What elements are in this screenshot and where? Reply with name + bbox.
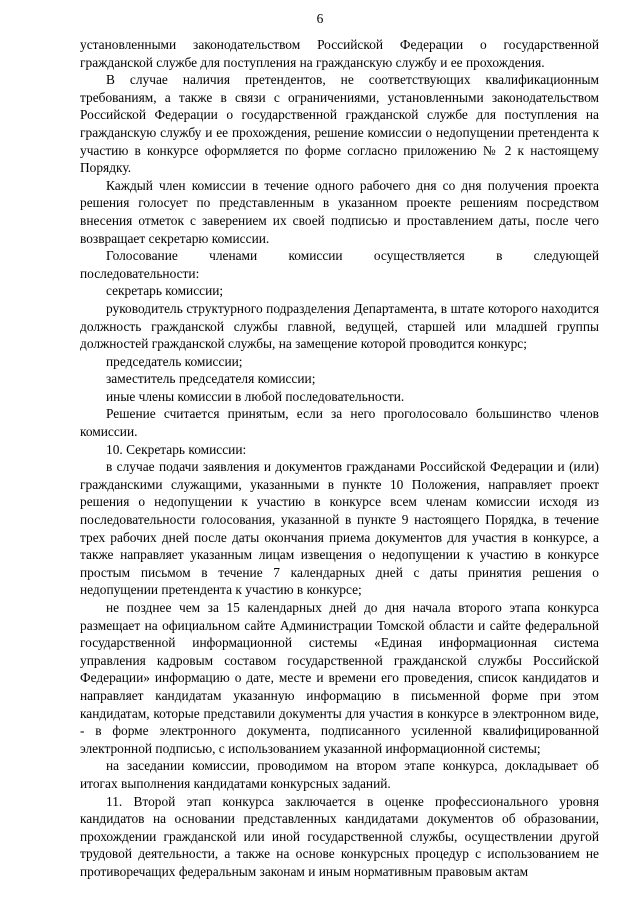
- voting-word: Голосование: [106, 248, 178, 264]
- section-10-item-report: на заседании комиссии, проводимом на втором этапе конкурса, докладывает об итогах выполнения кандидатами конкурсных заданий.: [80, 758, 599, 791]
- paragraph-ineligible-candidates: В случае наличия претендентов, не соответствующих квалификационным требованиям, а также в связи с ограничениями, установленными законодательством Российской Федерации о государственной гражданской службе для поступления на гражданскую службу и ее прохождения, решение комиссии о недопущении претендента к участию в конкурсе оформляется по форме согласно приложению № 2 к настоящему Порядку.: [80, 72, 599, 176]
- section-10-item-rejection: в случае подачи заявления и документов гражданами Российской Федерации и (или) гражданскими служащими, указанными в пункте 10 Положения, направляет проект решения о недопущении к участию в конкурсе всем членам комиссии исходя из последовательности голосования, указанной в пункте 9 настоящего Порядка, в течение трех рабочих дней после даты окончания приема документов для участия в конкурсе, а также направляет указанным лицам извещения о недопущении к участию в конкурсе простым письмом в течение 7 календарных дней с даты принятия решения о недопущении претендента к участию в конкурсе;: [80, 459, 599, 598]
- voting-order-tail: последовательности:: [80, 265, 200, 281]
- voting-word: осуществляется: [373, 248, 465, 264]
- paragraph-continuation: установленными законодательством Российской Федерации о государственной гражданской службе для поступления на гражданскую службу и ее прохождения.: [80, 37, 599, 70]
- order-item-department-head: руководитель структурного подразделения Департамента, в штате которого находится должность гражданской службы главной, ведущей, старшей или младшей группы должностей гражданской службы, на замещение которой проводится конкурс;: [80, 300, 599, 352]
- voting-word: в: [496, 248, 503, 264]
- section-11-paragraph: 11. Второй этап конкурса заключается в оценке профессионального уровня кандидатов на основании представленных кандидатами документов об образовании, прохождении гражданской или иной государственной службы, осуществлении другой трудовой деятельности, а также на основе конкурсных процедур с использованием не противоречащих федеральным законам и иным нормативным правовым актам: [80, 793, 599, 879]
- order-item-other-members: иные члены комиссии в любой последовательности.: [106, 388, 405, 404]
- page-number: 6: [316, 11, 324, 26]
- paragraph-member-voting: Каждый член комиссии в течение одного рабочего дня со дня получения проекта решения голосует по представленным в указанном проекте решениям посредством внесения отметок с заверением их своей подписью и проставлением даты, после чего возвращает секретарю комиссии.: [80, 177, 599, 246]
- section-10-item-publication: не позднее чем за 15 календарных дней до дня начала второго этапа конкурса размещает на официальном сайте Администрации Томской области и сайте федеральной государственной информационной системы «Единая информационная система управления кадровым составом государственной гражданской службы Российской Федерации» информацию о дате, месте и времени его проведения, список кандидатов и направляет кандидатам указанную информацию в письменной форме при этом кандидатам, которые представили документы для участия в конкурсе в электронном виде, - в форме электронного документа, подписанного усиленной квалифицированной электронной подписью, с использованием указанной информационной системы;: [80, 600, 599, 756]
- voting-word: комиссии: [288, 248, 343, 264]
- voting-word: следующей: [533, 248, 599, 264]
- order-item-chairman: председатель комиссии;: [106, 353, 243, 369]
- voting-order-line: [80, 247, 599, 265]
- voting-word: членами: [209, 248, 258, 264]
- document-body: [80, 36, 599, 881]
- order-item-secretary: секретарь комиссии;: [106, 283, 224, 299]
- order-item-deputy-chairman: заместитель председателя комиссии;: [106, 371, 316, 387]
- section-10-heading: 10. Секретарь комиссии:: [106, 441, 247, 457]
- paragraph-decision: Решение считается принятым, если за него проголосовало большинство членов комиссии.: [80, 406, 599, 440]
